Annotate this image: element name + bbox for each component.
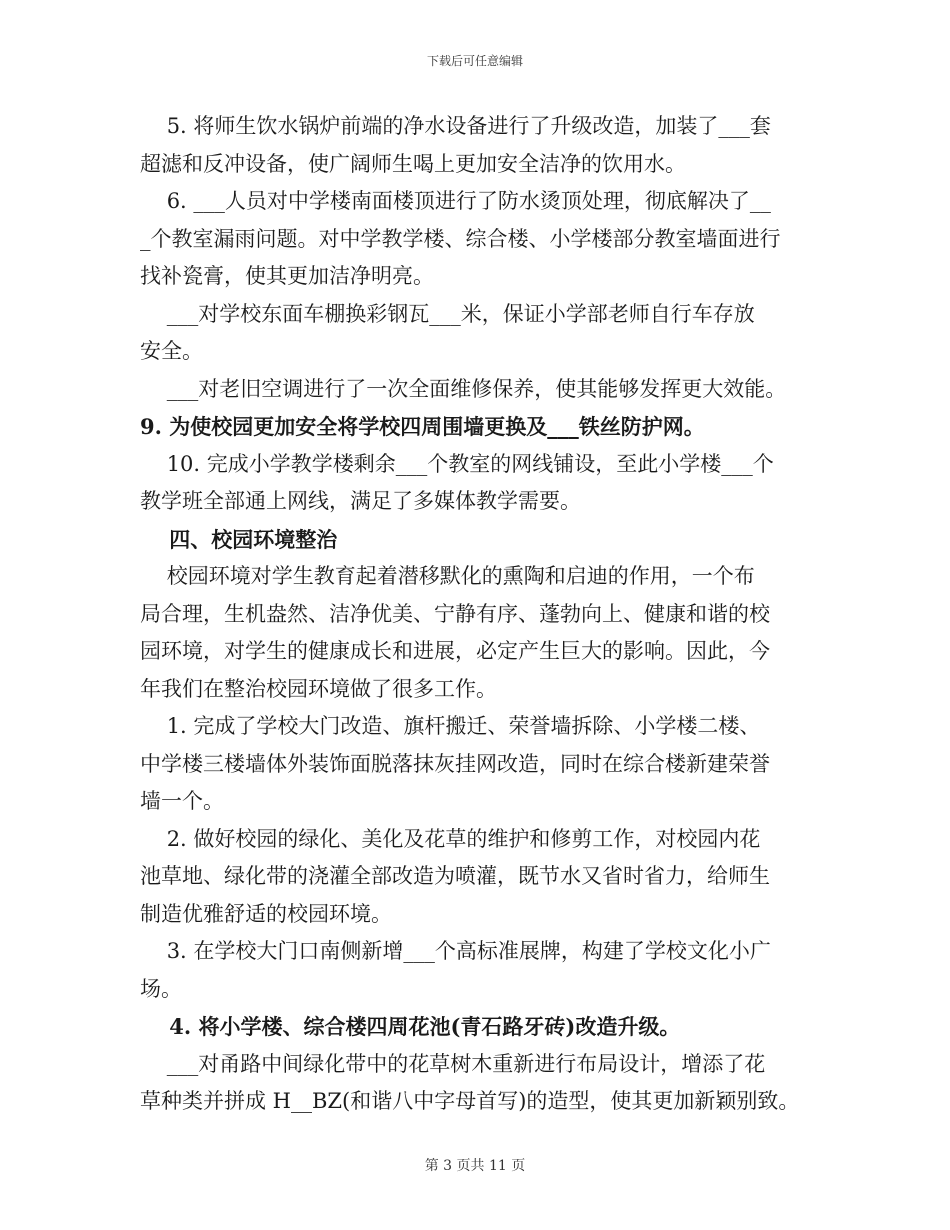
text-line: 3. 在学校大门口南侧新增___个高标准展牌，构建了学校文化小广	[140, 939, 771, 963]
page-footer: 第 3 页共 11 页	[424, 1158, 526, 1174]
text-line: 安全。	[140, 339, 203, 363]
text-line: 10. 完成小学教学楼剩余___个教室的网线铺设，至此小学楼___个	[140, 451, 774, 476]
text-line: 年我们在整治校园环境做了很多工作。	[140, 676, 497, 701]
text-line: 9. 为使校园更加安全将学校四周围墙更换及___铁丝防护网。	[140, 414, 705, 439]
text-line: 校园环境对学生教育起着潜移默化的熏陶和启迪的作用，一个布	[140, 564, 755, 588]
text-line: 四、校园环境整治	[140, 526, 338, 552]
text-line: 2. 做好校园的绿化、美化及花草的维护和修剪工作，对校园内花	[140, 826, 761, 851]
text-line: 园环境，对学生的健康成长和进展，必定产生巨大的影响。因此，今	[140, 639, 770, 663]
text-line: 墙一个。	[140, 789, 224, 813]
text-line: 制造优雅舒适的校园环境。	[140, 901, 392, 926]
text-line: 中学楼三楼墙体外装饰面脱落抹灰挂网改造，同时在综合楼新建荣誉	[140, 751, 770, 776]
document-body	[140, 108, 812, 1121]
text-line: ___对老旧空调进行了一次全面维修保养，使其能够发挥更大效能。	[140, 376, 787, 401]
text-line: ___对学校东面车棚换彩钢瓦___米，保证小学部老师自行车存放	[140, 301, 755, 326]
text-line: 场。	[140, 976, 182, 1001]
text-line: 找补瓷膏，使其更加洁净明亮。	[140, 264, 434, 288]
text-line: 4. 将小学楼、综合楼四周花池(青石路牙砖)改造升级。	[140, 1014, 681, 1039]
text-line: 1. 完成了学校大门改造、旗杆搬迁、荣誉墙拆除、小学楼二楼、	[140, 714, 761, 738]
text-line: _个教室漏雨问题。对中学教学楼、综合楼、小学楼部分教室墙面进行	[140, 226, 781, 251]
text-line: 教学班全部通上网线，满足了多媒体教学需要。	[140, 489, 581, 513]
text-line: 草种类并拼成 H__BZ(和谐八中字母首写)的造型，使其更加新颖别致。	[140, 1089, 800, 1113]
text-line: 超滤和反冲设备，使广阔师生喝上更加安全洁净的饮用水。	[140, 151, 686, 176]
text-line: ___对甬路中间绿化带中的花草树木重新进行布局设计，增添了花	[140, 1051, 766, 1076]
text-line: 池草地、绿化带的浇灌全部改造为喷灌，既节水又省时省力，给师生	[140, 864, 770, 888]
text-line: 5. 将师生饮水锅炉前端的净水设备进行了升级改造，加装了___套	[140, 114, 771, 138]
text-line: 6. ___人员对中学楼南面楼顶进行了防水烫顶处理，彻底解决了__	[140, 189, 771, 213]
text-line: 局合理，生机盎然、洁净优美、宁静有序、蓬勃向上、健康和谐的校	[140, 601, 770, 626]
page-header: 下载后可任意编辑	[426, 54, 523, 68]
